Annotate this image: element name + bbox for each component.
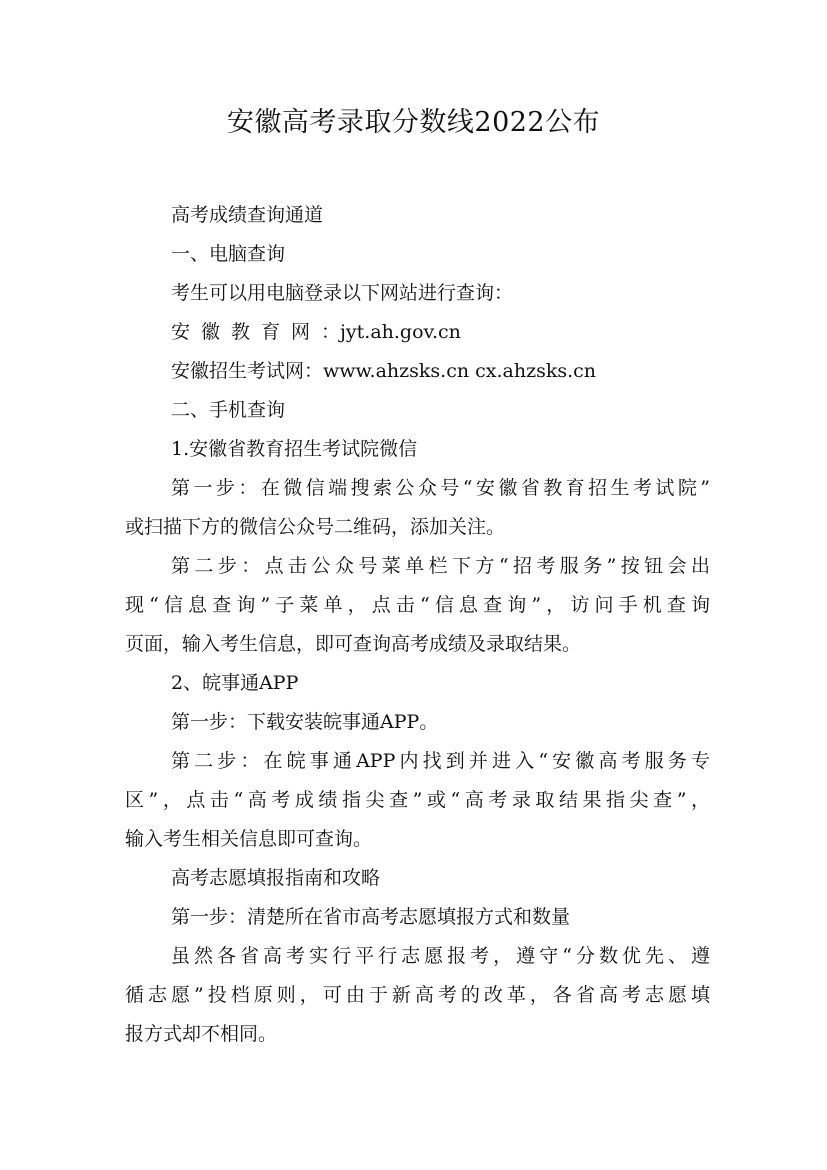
- paragraph-line: 输入考生相关信息即可查询。: [125, 828, 373, 850]
- paragraph-line: 循志愿”投档原则，可由于新高考的改革，各省高考志愿填: [125, 984, 710, 1006]
- paragraph-line: 高考志愿填报指南和攻略: [171, 867, 381, 889]
- paragraph-line: 报方式却不相同。: [125, 1023, 278, 1045]
- site-name-spaced: 安徽教育网: [171, 321, 322, 343]
- paragraph-line: 或扫描下方的微信公众号二维码，添加关注。: [125, 516, 506, 538]
- paragraph-line: 第一步：清楚所在省市高考志愿填报方式和数量: [171, 906, 571, 928]
- document-body: [125, 196, 710, 1054]
- paragraph-line: 页面，输入考生信息，即可查询高考成绩及录取结果。: [125, 633, 582, 655]
- paragraph-line: 第二步：点击公众号菜单栏下方“招考服务”按钮会出: [171, 555, 710, 577]
- document-title: 安徽高考录取分数线2022公布: [226, 107, 601, 138]
- paragraph-line: 一、电脑查询: [171, 243, 286, 265]
- paragraph-line: 高考成绩查询通道: [171, 204, 324, 226]
- paragraph-line: 区”，点击“高考成绩指尖查”或“高考录取结果指尖查”，: [125, 789, 710, 811]
- paragraph-line: 1.安徽省教育招生考试院微信: [171, 438, 418, 460]
- paragraph-line: 安徽招生考试网：www.ahzsks.cn cx.ahzsks.cn: [171, 360, 597, 382]
- paragraph-line: 安徽教育网：jyt.ah.gov.cn: [171, 321, 461, 343]
- paragraph-line: 二、手机查询: [171, 399, 286, 421]
- paragraph-line: 考生可以用电脑登录以下网站进行查询：: [171, 282, 514, 304]
- paragraph-line: 2、皖事通APP: [171, 672, 299, 694]
- paragraph-line: 第二步：在皖事通APP内找到并进入“安徽高考服务专: [171, 750, 710, 772]
- paragraph-line: 虽然各省高考实行平行志愿报考，遵守“分数优先、遵: [171, 945, 710, 967]
- paragraph-line: 第一步：在微信端搜索公众号“安徽省教育招生考试院”: [171, 477, 710, 499]
- paragraph-line: 现“信息查询”子菜单，点击“信息查询”，访问手机查询: [125, 594, 710, 616]
- paragraph-line: 第一步：下载安装皖事通APP。: [171, 711, 439, 733]
